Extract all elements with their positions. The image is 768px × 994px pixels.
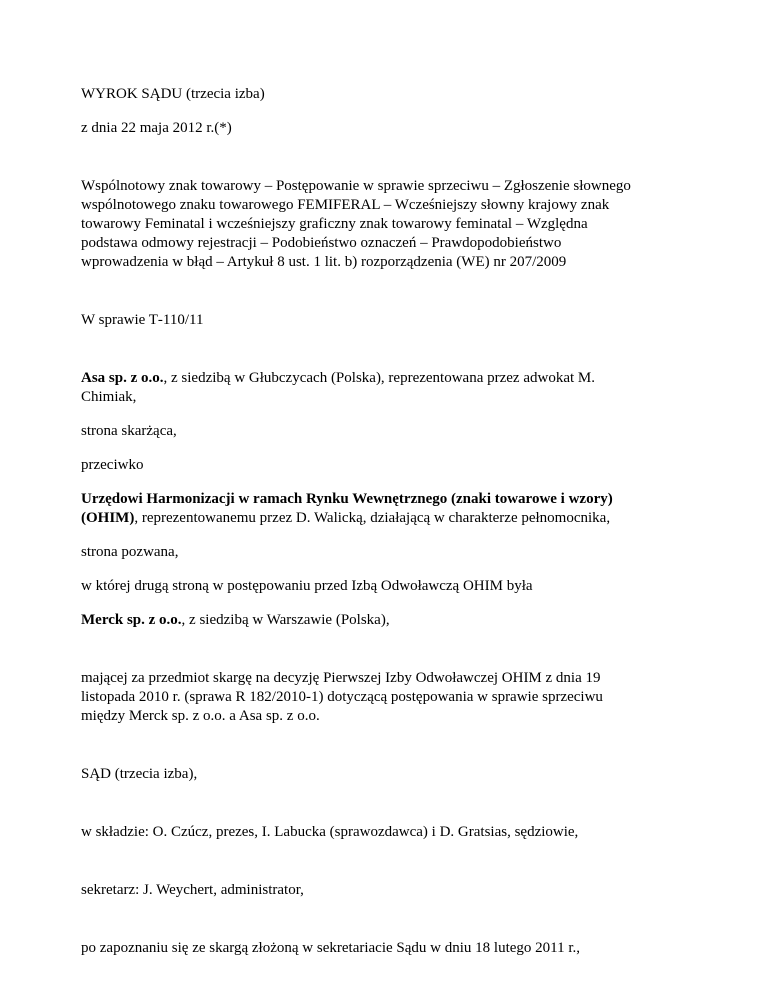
judgment-date: z dnia 22 maja 2012 r.(*) [81,120,232,136]
defendant-details: , reprezentowanemu przez D. Walicką, działającą w charakterze pełnomocnika, [134,510,611,526]
case-number: W sprawie T‑110/11 [81,312,204,328]
keywords-paragraph: Wspólnotowy znak towarowy – Postępowanie w sprawie sprzeciwu – Zgłoszenie słownego wspólnotowego znaku towarowego FEMIFERAL – Wcześniejszy słowny krajowy znak towarowy Feminatal i wcześniejszy graficzny znak towarowy feminatal – Względna podstawa odmowy rejestracji – Podobieństwo oznaczeń – Prawdopodobieństwo wprowadzenia w błąd – Artykuł 8 ust. 1 lit. b) rozporządzenia (WE) nr 207/2009 [81,178,631,270]
intervener-details: , z siedzibą w Warszawie (Polska), [181,612,390,628]
judgment-heading: WYROK SĄDU (trzecia izba) [81,86,265,102]
applicant-paragraph [81,369,701,407]
court-label: SĄD (trzecia izba), [81,766,198,782]
subject-paragraph: mającej za przedmiot skargę na decyzję Pierwszej Izby Odwoławczej OHIM z dnia 19 listopada 2010 r. (sprawa R 182/2010‑1) dotyczącą postępowania w sprawie sprzeciwu między Merck sp. z o.o. a Asa sp. z o.o. [81,670,603,724]
court-composition: w składzie: O. Czúcz, prezes, I. Labucka (sprawozdawca) i D. Gratsias, sędziowie, [81,824,579,840]
defendant-paragraph [81,490,701,528]
versus-label: przeciwko [81,457,144,473]
intervener-name: Merck sp. z o.o. [81,612,182,628]
procedure-line: po zapoznaniu się ze skargą złożoną w sekretariacie Sądu w dniu 18 lutego 2011 r., [81,940,581,956]
intervener-paragraph [81,611,701,630]
judgment-document [81,85,701,958]
defendant-name: Urzędowi Harmonizacji w ramach Rynku Wewnętrznego (znaki towarowe i wzory) (OHIM) [81,491,613,526]
applicant-role: strona skarżąca, [81,423,177,439]
registrar-line: sekretarz: J. Weychert, administrator, [81,882,304,898]
applicant-details: , z siedzibą w Głubczycach (Polska), reprezentowana przez adwokat M. Chimiak, [81,370,595,405]
intervener-intro: w której drugą stroną w postępowaniu przed Izbą Odwoławczą OHIM była [81,578,533,594]
defendant-role: strona pozwana, [81,544,179,560]
applicant-name: Asa sp. z o.o. [81,370,164,386]
